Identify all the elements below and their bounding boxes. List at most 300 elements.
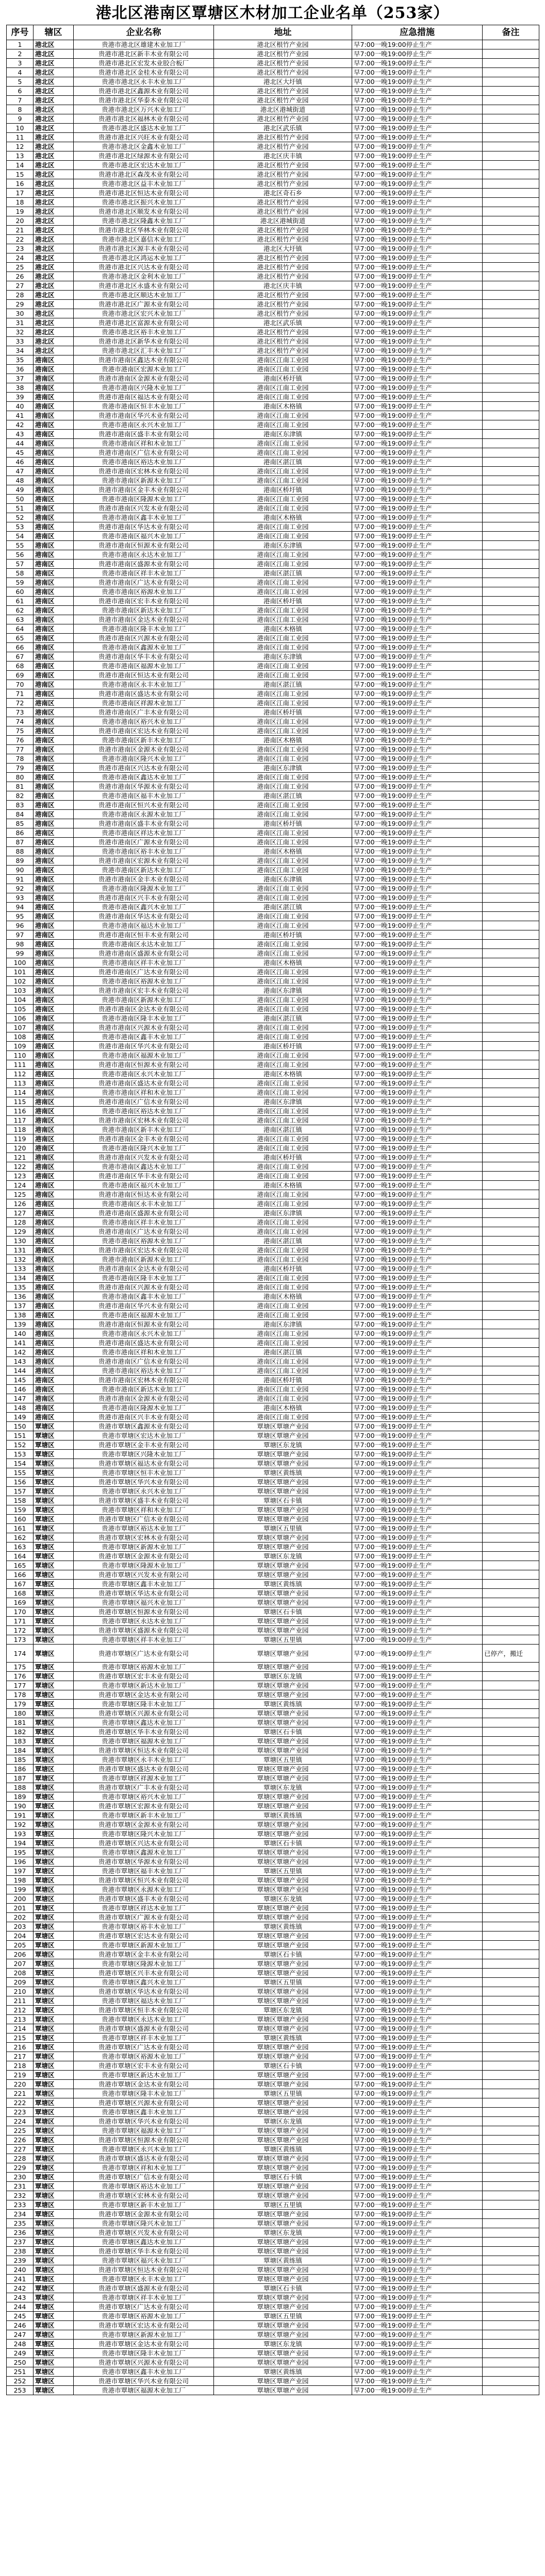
- cell-note: [483, 893, 539, 903]
- cell-measure: 早7:00一晚19:00停止生产: [352, 1543, 483, 1552]
- cell-note: [483, 263, 539, 272]
- cell-no: 247: [7, 2330, 34, 2340]
- cell-address: 覃塘区黄练镇: [214, 1700, 352, 1709]
- cell-name: 贵港市港南区福源木业加工厂: [74, 1311, 214, 1320]
- table-row: [7, 977, 539, 986]
- cell-area: 覃塘区: [34, 1570, 74, 1580]
- cell-name: 贵港市港南区兴丰木业有限公司: [74, 893, 214, 903]
- cell-area: 覃塘区: [34, 1700, 74, 1709]
- table-row: [7, 495, 539, 504]
- cell-area: 覃塘区: [34, 1829, 74, 1839]
- cell-note: [483, 1450, 539, 1459]
- cell-measure: 早7:00一晚19:00停止生产: [352, 1589, 483, 1598]
- table-row: [7, 1515, 539, 1524]
- cell-name: 贵港市港北区宏达木业加工厂: [74, 161, 214, 170]
- cell-address: 港南区江南工业园: [214, 754, 352, 764]
- cell-area: 覃塘区: [34, 1468, 74, 1478]
- cell-note: [483, 1774, 539, 1783]
- cell-measure: 早7:00一晚19:00停止生产: [352, 1329, 483, 1338]
- cell-address: 覃塘区覃塘产业园: [214, 1737, 352, 1746]
- table-row: [7, 2043, 539, 2052]
- cell-note: [483, 1107, 539, 1116]
- cell-name: 贵港市覃塘区新达木业加工厂: [74, 1681, 214, 1690]
- cell-note: [483, 1227, 539, 1236]
- table-row: [7, 995, 539, 1005]
- table-row: [7, 1468, 539, 1478]
- cell-name: 贵港市覃塘区华丰木业有限公司: [74, 1727, 214, 1737]
- cell-no: 92: [7, 884, 34, 893]
- cell-measure: 早7:00一晚19:00停止生产: [352, 569, 483, 578]
- cell-measure: 早7:00一晚19:00停止生产: [352, 151, 483, 161]
- cell-note: [483, 1533, 539, 1543]
- cell-note: [483, 615, 539, 624]
- table-header-row: [7, 25, 539, 40]
- cell-note: [483, 560, 539, 569]
- table-row: [7, 773, 539, 782]
- cell-area: 覃塘区: [34, 1839, 74, 1848]
- cell-address: 港北区根竹产业园: [214, 179, 352, 189]
- cell-name: 贵港市港北区新丰木业有限公司: [74, 49, 214, 59]
- cell-area: 港南区: [34, 1070, 74, 1079]
- cell-area: 港南区: [34, 615, 74, 624]
- cell-name: 贵港市港南区金达木业有限公司: [74, 615, 214, 624]
- table-row: [7, 513, 539, 522]
- cell-no: 35: [7, 355, 34, 365]
- cell-name: 贵港市港南区祥丰木业加工厂: [74, 569, 214, 578]
- cell-no: 68: [7, 662, 34, 671]
- cell-area: 港南区: [34, 522, 74, 532]
- cell-name: 贵港市港南区华达木业有限公司: [74, 912, 214, 921]
- cell-address: 港南区桥圩镇: [214, 1264, 352, 1274]
- cell-address: 港南区江南工业园: [214, 884, 352, 893]
- cell-address: 港南区江南工业园: [214, 866, 352, 875]
- cell-note: [483, 1125, 539, 1134]
- cell-measure: 早7:00一晚19:00停止生产: [352, 522, 483, 532]
- cell-area: 覃塘区: [34, 1681, 74, 1690]
- table-row: [7, 1394, 539, 1403]
- cell-address: 港南区江南工业园: [214, 1199, 352, 1209]
- cell-no: 228: [7, 2154, 34, 2163]
- cell-note: [483, 467, 539, 476]
- cell-name: 贵港市覃塘区福兴木业加工厂: [74, 1598, 214, 1607]
- cell-note: [483, 457, 539, 467]
- cell-name: 贵港市港南区华兴木业有限公司: [74, 1301, 214, 1311]
- cell-area: 覃塘区: [34, 1969, 74, 1978]
- cell-area: 港南区: [34, 374, 74, 383]
- cell-measure: 早7:00一晚19:00停止生产: [352, 1162, 483, 1172]
- cell-no: 210: [7, 1987, 34, 1996]
- cell-address: 港南区湛江镇: [214, 1125, 352, 1134]
- cell-measure: 早7:00一晚19:00停止生产: [352, 2154, 483, 2163]
- cell-address: 覃塘区覃塘产业园: [214, 1885, 352, 1894]
- table-row: [7, 801, 539, 810]
- cell-measure: 早7:00一晚19:00停止生产: [352, 1959, 483, 1969]
- cell-note: [483, 652, 539, 662]
- cell-no: 64: [7, 624, 34, 634]
- cell-no: 61: [7, 597, 34, 606]
- cell-name: 贵港市港南区鑫丰木业加工厂: [74, 1032, 214, 1042]
- cell-address: 港南区江南工业园: [214, 1329, 352, 1338]
- cell-measure: 早7:00一晚19:00停止生产: [352, 2275, 483, 2284]
- cell-measure: 早7:00一晚19:00停止生产: [352, 597, 483, 606]
- cell-note: [483, 1589, 539, 1598]
- cell-note: [483, 1876, 539, 1885]
- cell-address: 港北区根竹产业园: [214, 49, 352, 59]
- cell-no: 19: [7, 207, 34, 216]
- cell-area: 港南区: [34, 958, 74, 968]
- cell-no: 177: [7, 1681, 34, 1690]
- cell-measure: 早7:00一晚19:00停止生产: [352, 96, 483, 105]
- cell-address: 港南区江南工业园: [214, 587, 352, 597]
- table-row: [7, 198, 539, 207]
- cell-name: 贵港市覃塘区恒源木业有限公司: [74, 1607, 214, 1617]
- cell-area: 覃塘区: [34, 1533, 74, 1543]
- cell-name: 贵港市港北区永盛木业有限公司: [74, 281, 214, 291]
- cell-name: 贵港市港南区兴发木业有限公司: [74, 504, 214, 513]
- cell-address: 覃塘区覃塘产业园: [214, 2136, 352, 2145]
- cell-no: 193: [7, 1829, 34, 1839]
- cell-no: 167: [7, 1580, 34, 1589]
- cell-area: 覃塘区: [34, 1524, 74, 1533]
- cell-no: 223: [7, 2108, 34, 2117]
- cell-area: 港南区: [34, 856, 74, 866]
- cell-address: 港南区江南工业园: [214, 1134, 352, 1144]
- cell-no: 112: [7, 1070, 34, 1079]
- cell-measure: 早7:00一晚19:00停止生产: [352, 2302, 483, 2312]
- cell-name: 贵港市港北区广源木业有限公司: [74, 300, 214, 309]
- cell-name: 贵港市港南区盛达木业有限公司: [74, 689, 214, 699]
- cell-no: 241: [7, 2275, 34, 2284]
- cell-note: [483, 717, 539, 726]
- table-row: [7, 1950, 539, 1959]
- cell-note: [483, 810, 539, 819]
- cell-no: 182: [7, 1727, 34, 1737]
- cell-address: 覃塘区五里镇: [214, 2089, 352, 2098]
- cell-note: [483, 1931, 539, 1941]
- table-row: [7, 958, 539, 968]
- cell-address: 港北区根竹产业园: [214, 161, 352, 170]
- table-row: [7, 745, 539, 754]
- cell-area: 港南区: [34, 1051, 74, 1060]
- table-row: [7, 2108, 539, 2117]
- cell-measure: 早7:00一晚19:00停止生产: [352, 995, 483, 1005]
- table-row: [7, 1755, 539, 1765]
- table-row: [7, 485, 539, 495]
- table-row: [7, 2061, 539, 2071]
- cell-address: 覃塘区覃塘产业园: [214, 2015, 352, 2024]
- header-address: 地址: [214, 25, 352, 40]
- cell-name: 贵港市港南区福源木业加工厂: [74, 662, 214, 671]
- cell-no: 62: [7, 606, 34, 615]
- cell-measure: 早7:00一晚19:00停止生产: [352, 1357, 483, 1366]
- cell-area: 覃塘区: [34, 1857, 74, 1867]
- cell-no: 58: [7, 569, 34, 578]
- cell-name: 贵港市覃塘区鑫源木业有限公司: [74, 1422, 214, 1431]
- cell-note: [483, 2098, 539, 2108]
- cell-no: 190: [7, 1802, 34, 1811]
- cell-measure: 早7:00一晚19:00停止生产: [352, 1311, 483, 1320]
- cell-name: 贵港市港南区兴丰木业有限公司: [74, 1413, 214, 1422]
- cell-no: 117: [7, 1116, 34, 1125]
- cell-area: 覃塘区: [34, 2358, 74, 2367]
- cell-no: 224: [7, 2117, 34, 2126]
- cell-note: [483, 791, 539, 801]
- cell-note: [483, 1060, 539, 1070]
- cell-address: 覃塘区覃塘产业园: [214, 1718, 352, 1727]
- cell-note: [483, 1088, 539, 1097]
- cell-note: [483, 2191, 539, 2200]
- cell-measure: 早7:00一晚19:00停止生产: [352, 2200, 483, 2210]
- cell-area: 覃塘区: [34, 1478, 74, 1487]
- cell-area: 港南区: [34, 1357, 74, 1366]
- cell-no: 250: [7, 2358, 34, 2367]
- cell-name: 贵港市港南区恒丰木业加工厂: [74, 402, 214, 411]
- cell-address: 覃塘区五里镇: [214, 2200, 352, 2210]
- cell-name: 贵港市港北区金鑫木业加工厂: [74, 142, 214, 151]
- cell-name: 贵港市覃塘区新源木业加工厂: [74, 1543, 214, 1552]
- cell-name: 贵港市覃塘区恒兴木业有限公司: [74, 1876, 214, 1885]
- cell-measure: 早7:00一晚19:00停止生产: [352, 2265, 483, 2275]
- cell-name: 贵港市港南区广信木业有限公司: [74, 448, 214, 457]
- cell-note: [483, 569, 539, 578]
- table-row: [7, 1617, 539, 1626]
- cell-no: 24: [7, 253, 34, 263]
- cell-area: 覃塘区: [34, 2340, 74, 2349]
- cell-address: 覃塘区五里镇: [214, 1635, 352, 1645]
- cell-area: 港南区: [34, 532, 74, 541]
- cell-measure: 早7:00一晚19:00停止生产: [352, 680, 483, 689]
- table-row: [7, 522, 539, 532]
- cell-no: 46: [7, 457, 34, 467]
- table-row: [7, 179, 539, 189]
- cell-address: 覃塘区覃塘产业园: [214, 1422, 352, 1431]
- cell-address: 港南区江南工业园: [214, 801, 352, 810]
- cell-measure: 早7:00一晚19:00停止生产: [352, 2293, 483, 2302]
- table-row: [7, 2191, 539, 2200]
- enterprise-table: [6, 25, 539, 2395]
- cell-address: 港南区木格镇: [214, 1292, 352, 1301]
- cell-address: 港南区江南工业园: [214, 977, 352, 986]
- cell-name: 贵港市覃塘区永达木业加工厂: [74, 1617, 214, 1626]
- cell-name: 贵港市覃塘区新源木业加工厂: [74, 2330, 214, 2340]
- cell-note: [483, 189, 539, 198]
- cell-measure: 早7:00一晚19:00停止生产: [352, 745, 483, 754]
- cell-note: [483, 1617, 539, 1626]
- cell-note: [483, 1978, 539, 1987]
- cell-no: 225: [7, 2126, 34, 2136]
- cell-address: 覃塘区覃塘产业园: [214, 2024, 352, 2033]
- cell-note: [483, 1116, 539, 1125]
- cell-name: 贵港市港南区鑫源木业加工厂: [74, 643, 214, 652]
- cell-name: 贵港市港南区广丰木业有限公司: [74, 708, 214, 717]
- cell-name: 贵港市港南区广达木业有限公司: [74, 578, 214, 587]
- cell-area: 港南区: [34, 1088, 74, 1097]
- table-row: [7, 1329, 539, 1338]
- cell-address: 港南区江南工业园: [214, 1116, 352, 1125]
- cell-area: 港南区: [34, 671, 74, 680]
- cell-note: [483, 1255, 539, 1264]
- cell-note: [483, 1478, 539, 1487]
- cell-no: 136: [7, 1292, 34, 1301]
- cell-area: 覃塘区: [34, 2312, 74, 2321]
- cell-no: 104: [7, 995, 34, 1005]
- cell-area: 覃塘区: [34, 1792, 74, 1802]
- table-row: [7, 2302, 539, 2312]
- cell-note: [483, 1913, 539, 1922]
- cell-note: [483, 170, 539, 179]
- cell-no: 239: [7, 2256, 34, 2265]
- cell-measure: 早7:00一晚19:00停止生产: [352, 1394, 483, 1403]
- table-row: [7, 96, 539, 105]
- cell-measure: 早7:00一晚19:00停止生产: [352, 2108, 483, 2117]
- cell-note: [483, 838, 539, 847]
- cell-measure: 早7:00一晚19:00停止生产: [352, 1209, 483, 1218]
- cell-measure: 早7:00一晚19:00停止生产: [352, 578, 483, 587]
- table-row: [7, 2200, 539, 2210]
- cell-measure: 早7:00一晚19:00停止生产: [352, 773, 483, 782]
- cell-no: 73: [7, 708, 34, 717]
- cell-name: 贵港市港南区永兴木业加工厂: [74, 420, 214, 430]
- cell-no: 170: [7, 1607, 34, 1617]
- cell-measure: 早7:00一晚19:00停止生产: [352, 1181, 483, 1190]
- cell-area: 港南区: [34, 893, 74, 903]
- cell-note: [483, 1867, 539, 1876]
- cell-name: 贵港市覃塘区祥和木业加工厂: [74, 1505, 214, 1515]
- cell-measure: 早7:00一晚19:00停止生产: [352, 2321, 483, 2330]
- cell-no: 251: [7, 2367, 34, 2377]
- table-row: [7, 856, 539, 866]
- cell-no: 175: [7, 1663, 34, 1672]
- cell-name: 贵港市覃塘区恒丰木业有限公司: [74, 2006, 214, 2015]
- cell-note: [483, 2312, 539, 2321]
- cell-no: 4: [7, 68, 34, 77]
- cell-name: 贵港市港南区华丰木业有限公司: [74, 652, 214, 662]
- cell-area: 港北区: [34, 59, 74, 68]
- cell-measure: 早7:00一晚19:00停止生产: [352, 253, 483, 263]
- cell-note: [483, 1459, 539, 1468]
- cell-no: 162: [7, 1533, 34, 1543]
- cell-note: [483, 2136, 539, 2145]
- cell-no: 218: [7, 2061, 34, 2071]
- table-row: [7, 189, 539, 198]
- cell-area: 港南区: [34, 1292, 74, 1301]
- table-row: [7, 1598, 539, 1607]
- cell-no: 231: [7, 2182, 34, 2191]
- cell-note: [483, 2302, 539, 2312]
- cell-measure: 早7:00一晚19:00停止生产: [352, 179, 483, 189]
- cell-measure: 早7:00一晚19:00停止生产: [352, 624, 483, 634]
- cell-address: 港南区东津镇: [214, 1097, 352, 1107]
- cell-note: [483, 105, 539, 114]
- table-row: [7, 244, 539, 253]
- table-row: [7, 1570, 539, 1580]
- cell-area: 港南区: [34, 1005, 74, 1014]
- cell-note: [483, 1783, 539, 1792]
- cell-area: 港北区: [34, 77, 74, 87]
- cell-name: 贵港市港南区新达木业加工厂: [74, 1385, 214, 1394]
- cell-area: 覃塘区: [34, 1561, 74, 1570]
- cell-area: 港南区: [34, 995, 74, 1005]
- cell-address: 港南区桥圩镇: [214, 597, 352, 606]
- cell-name: 贵港市港南区宏丰木业有限公司: [74, 597, 214, 606]
- cell-address: 港南区江南工业园: [214, 1107, 352, 1116]
- cell-address: 港南区江南工业园: [214, 1032, 352, 1042]
- cell-area: 覃塘区: [34, 2200, 74, 2210]
- cell-name: 贵港市港北区永丰木业加工厂: [74, 77, 214, 87]
- cell-no: 84: [7, 810, 34, 819]
- cell-name: 贵港市覃塘区宏丰木业有限公司: [74, 1672, 214, 1681]
- cell-area: 港北区: [34, 291, 74, 300]
- cell-measure: 早7:00一晚19:00停止生产: [352, 485, 483, 495]
- cell-address: 覃塘区覃塘产业园: [214, 1543, 352, 1552]
- table-row: [7, 671, 539, 680]
- cell-measure: 早7:00一晚19:00停止生产: [352, 587, 483, 597]
- cell-no: 114: [7, 1088, 34, 1097]
- table-row: [7, 309, 539, 318]
- cell-measure: 早7:00一晚19:00停止生产: [352, 912, 483, 921]
- cell-address: 港南区木格镇: [214, 624, 352, 634]
- cell-no: 110: [7, 1051, 34, 1060]
- cell-area: 港南区: [34, 968, 74, 977]
- cell-name: 贵港市覃塘区华达木业有限公司: [74, 1987, 214, 1996]
- table-row: [7, 1153, 539, 1162]
- cell-measure: 早7:00一晚19:00停止生产: [352, 198, 483, 207]
- table-row: [7, 1533, 539, 1543]
- cell-measure: 早7:00一晚19:00停止生产: [352, 1478, 483, 1487]
- cell-name: 贵港市港南区新源木业加工厂: [74, 476, 214, 485]
- cell-no: 54: [7, 532, 34, 541]
- table-row: [7, 2349, 539, 2358]
- cell-address: 覃塘区覃塘产业园: [214, 2275, 352, 2284]
- table-row: [7, 1181, 539, 1190]
- cell-address: 覃塘区覃塘产业园: [214, 1570, 352, 1580]
- cell-name: 贵港市港南区宏林木业有限公司: [74, 1116, 214, 1125]
- cell-note: [483, 1969, 539, 1978]
- cell-measure: 早7:00一晚19:00停止生产: [352, 430, 483, 439]
- cell-note: 已停产，搬迁: [483, 1645, 539, 1663]
- cell-note: [483, 393, 539, 402]
- table-row: [7, 1857, 539, 1867]
- table-row: [7, 1589, 539, 1598]
- cell-name: 贵港市覃塘区金达木业有限公司: [74, 2340, 214, 2349]
- cell-area: 港南区: [34, 504, 74, 513]
- cell-measure: 早7:00一晚19:00停止生产: [352, 1737, 483, 1746]
- cell-name: 贵港市港南区宏源木业有限公司: [74, 856, 214, 866]
- cell-measure: 早7:00一晚19:00停止生产: [352, 1301, 483, 1311]
- cell-address: 覃塘区覃塘产业园: [214, 2330, 352, 2340]
- cell-area: 港北区: [34, 207, 74, 216]
- table-row: [7, 791, 539, 801]
- table-row: [7, 560, 539, 569]
- cell-area: 港北区: [34, 87, 74, 96]
- cell-measure: 早7:00一晚19:00停止生产: [352, 2006, 483, 2015]
- table-row: [7, 2126, 539, 2136]
- cell-name: 贵港市港南区新丰木业加工厂: [74, 1125, 214, 1134]
- cell-note: [483, 244, 539, 253]
- cell-no: 16: [7, 179, 34, 189]
- cell-no: 79: [7, 764, 34, 773]
- cell-name: 贵港市港南区兴源木业有限公司: [74, 1023, 214, 1032]
- cell-measure: 早7:00一晚19:00停止生产: [352, 1023, 483, 1032]
- cell-measure: 早7:00一晚19:00停止生产: [352, 1913, 483, 1922]
- table-row: [7, 1626, 539, 1635]
- table-row: [7, 1264, 539, 1274]
- cell-area: 覃塘区: [34, 1774, 74, 1783]
- cell-measure: 早7:00一晚19:00停止生产: [352, 1227, 483, 1236]
- cell-note: [483, 1172, 539, 1181]
- cell-no: 10: [7, 124, 34, 133]
- cell-address: 港南区江南工业园: [214, 968, 352, 977]
